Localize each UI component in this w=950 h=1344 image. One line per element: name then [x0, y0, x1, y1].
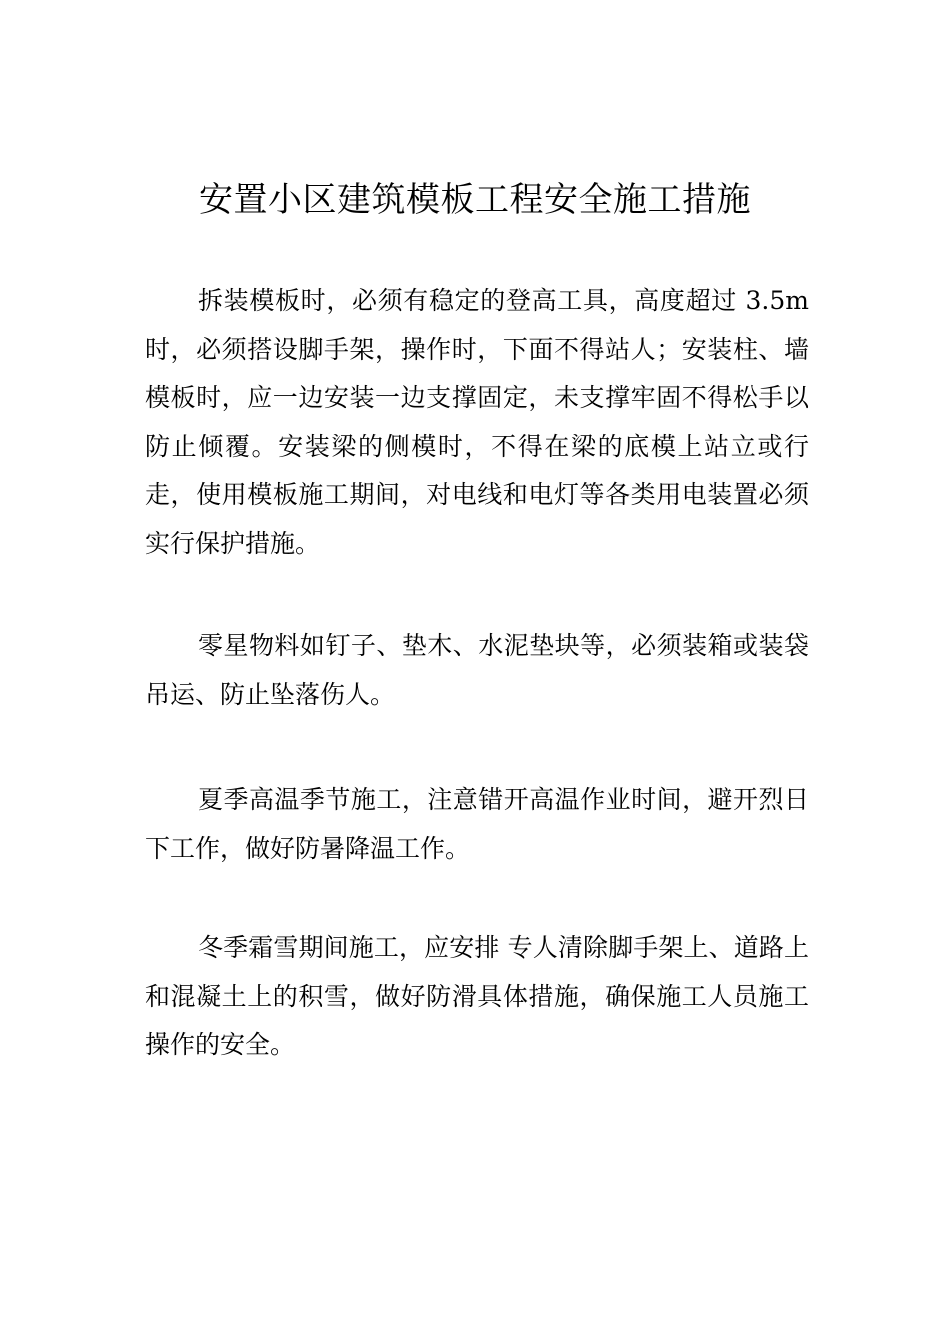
paragraph-formwork-installation: 拆装模板时，必须有稳定的登高工具，高度超过 3.5m 时，必须搭设脚手架，操作时，下面不得站人；安装柱、墙模板时，应一边安装一边支撑固定，未支撑牢固不得松手以防止倾覆。安装梁的侧模时，不得在梁的底模上站立或行走，使用模板施工期间，对电线和电灯等各类用电装置必须实行保护措施。	[145, 286, 809, 558]
paragraph-summer-heat: 夏季高温季节施工，注意错开高温作业时间，避开烈日下工作，做好防暑降温工作。	[145, 785, 809, 863]
document-title: 安置小区建筑模板工程安全施工措施	[199, 180, 751, 220]
paragraph-winter-snow: 冬季霜雪期间施工，应安排 专人清除脚手架上、道路上和混凝土上的积雪，做好防滑具体措施，确保施工人员施工操作的安全。	[145, 933, 809, 1059]
paragraph-small-materials: 零星物料如钉子、垫木、水泥垫块等，必须装箱或装袋吊运、防止坠落伤人。	[145, 631, 809, 709]
